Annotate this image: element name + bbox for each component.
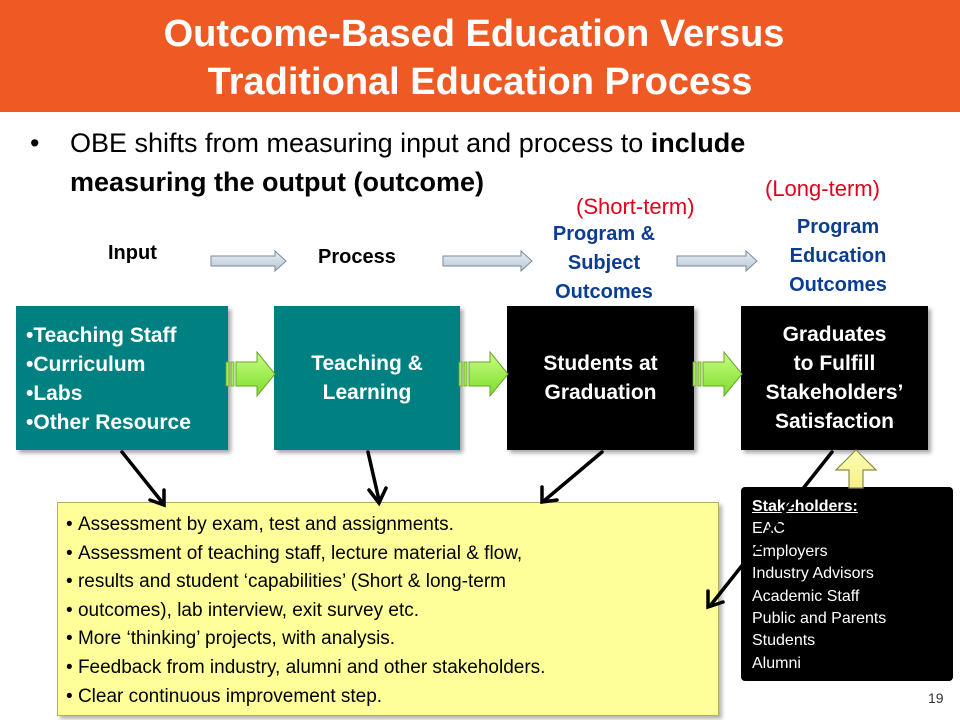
input-item: • Labs [26, 379, 228, 408]
stakeholders-heading: Stakeholders: [752, 498, 858, 515]
flow-arrow-process-subject [443, 251, 532, 271]
program-subject-line-2: Subject [567, 252, 641, 274]
stakeholder-item: EAC [752, 520, 785, 538]
teaching-line-2: Learning [322, 381, 412, 404]
graduates-line-2: to Fulfill [793, 352, 876, 375]
green-arrow-3 [693, 352, 742, 396]
assessment-item: • Assessment of teaching staff, lecture material & flow, [66, 540, 718, 569]
teaching-line-1: Teaching & [311, 352, 423, 375]
students-line-2: Graduation [544, 381, 657, 404]
feedback-up-arrow [836, 450, 876, 488]
assessment-line: results and student ‘capabilities’ (Short & long-term [77, 571, 506, 593]
input-item: • Curriculum [26, 350, 228, 379]
stakeholder-item: Academic Staff [752, 587, 860, 605]
long-term-label: (Long-term) [765, 176, 880, 201]
assessment-line: outcomes), lab interview, exit survey etc. [77, 599, 420, 621]
graduates-line-3: Stakeholders’ [765, 381, 904, 404]
students-line-1: Students at [543, 352, 658, 375]
pointer-arrow-graduates-to-assessment [708, 452, 832, 607]
pointer-arrow-teaching-to-assessment [368, 452, 386, 503]
input-label: Input [108, 242, 157, 264]
intro-text-prefix: OBE shifts from measuring input and process to [70, 128, 651, 158]
flow-arrow-subject-education [677, 251, 757, 271]
graduates-line-4: Satisfaction [774, 410, 895, 433]
input-item: • Other Resource [26, 408, 228, 437]
bullet-dot: • [30, 128, 40, 158]
stakeholder-item: Alumni [752, 654, 801, 672]
program-education-line-3: Outcomes [789, 274, 887, 296]
flow-arrow-input-process [211, 251, 286, 271]
program-education-line-2: Education [789, 245, 887, 267]
stakeholder-item: Employers [752, 542, 828, 560]
assessment-item: • Clear continuous improvement step. [66, 683, 718, 712]
intro-text-bold-b: measuring the output (outcome) [70, 167, 484, 197]
page-number: 19 [928, 690, 944, 706]
assessment-item: • Feedback from industry, alumni and other stakeholders. [66, 654, 718, 683]
pointer-arrow-input-to-assessment [122, 452, 164, 505]
green-arrow-2 [459, 352, 508, 396]
graduates-line-1: Graduates [782, 323, 887, 346]
program-subject-line-3: Outcomes [555, 281, 653, 303]
assessment-item: • More ‘thinking’ projects, with analysis. [66, 625, 718, 654]
input-item: • Teaching Staff [26, 321, 228, 350]
stakeholder-item: Students [752, 632, 816, 650]
program-education-line-1: Program [796, 216, 880, 238]
title-line-1: Outcome-Based Education Versus [163, 13, 785, 55]
assessment-item: • Assessment by exam, test and assignments. [66, 511, 718, 540]
green-arrow-1 [226, 352, 275, 396]
stakeholder-item: Public and Parents [752, 610, 887, 628]
stakeholder-item: Industry Advisors [752, 565, 874, 583]
process-label: Process [318, 246, 396, 268]
pointer-arrow-students-to-assessment [542, 452, 602, 502]
short-term-label: (Short-term) [576, 194, 695, 219]
intro-text-bold-a: include [650, 128, 746, 158]
program-subject-line-1: Program & [552, 223, 656, 245]
title-line-2: Traditional Education Process [207, 61, 753, 103]
